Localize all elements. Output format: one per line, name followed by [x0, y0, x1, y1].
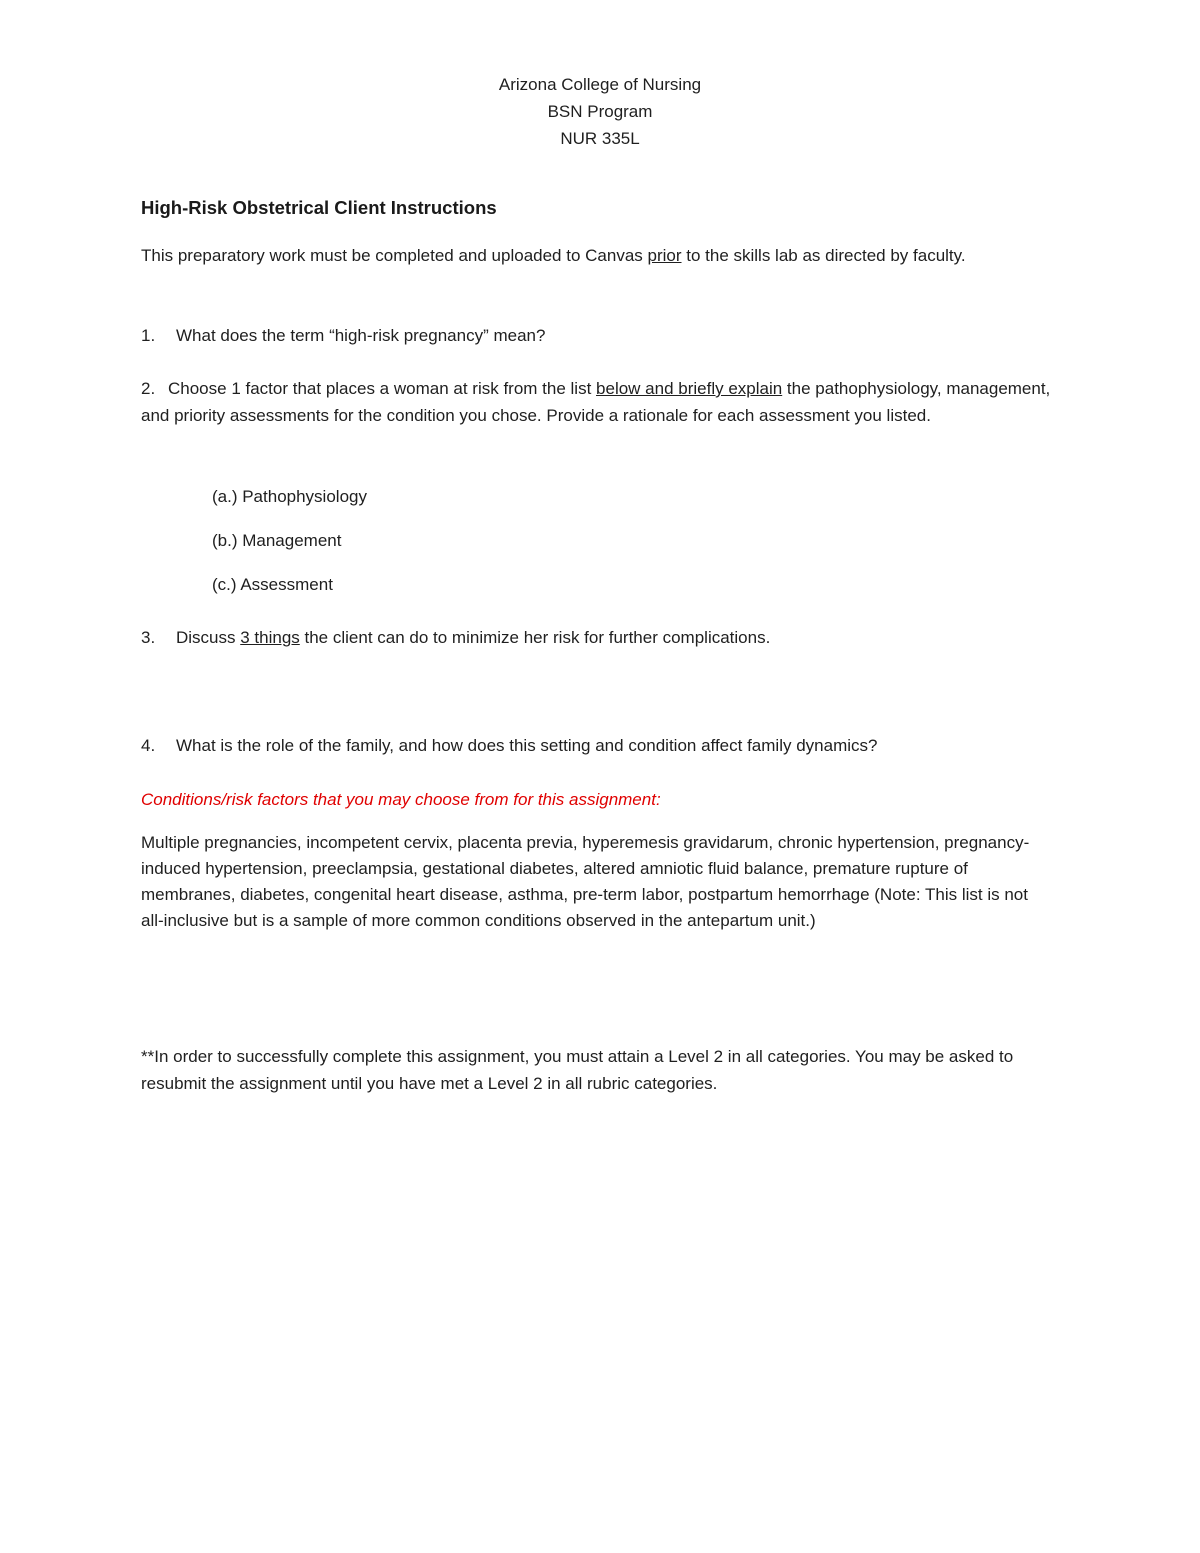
question-text: What does the term “high-risk pregnancy” mean?	[176, 326, 546, 345]
completion-note: **In order to successfully complete this assignment, you must attain a Level 2 in all categories. You may be asked to resubmit the assignment until you have met a Level 2 in all rubric categories.	[141, 1047, 1014, 1093]
question-text-underlined: 3 things	[240, 628, 300, 647]
document-title: High-Risk Obstetrical Client Instructions	[141, 197, 497, 218]
intro-text-before: This preparatory work must be completed and uploaded to Canvas	[141, 246, 648, 265]
sub-item-assessment: (c.) Assessment	[212, 575, 333, 594]
intro-text-underlined: prior	[647, 246, 682, 265]
sub-item-management: (b.) Management	[212, 531, 342, 550]
question-text-after: the client can do to minimize her risk for further complications.	[299, 628, 771, 647]
question-number: 2.	[141, 379, 156, 398]
question-text: What is the role of the family, and how does this setting and condition affect family dynamics?	[176, 736, 878, 755]
question-2	[141, 375, 1071, 429]
intro-text-after: to the skills lab as directed by faculty.	[681, 246, 966, 265]
program-name: BSN Program	[547, 102, 653, 121]
question-number: 4.	[141, 736, 156, 755]
institution-name: Arizona College of Nursing	[498, 75, 702, 94]
question-3	[141, 624, 1071, 651]
conditions-list: Multiple pregnancies, incompetent cervix, placenta previa, hyperemesis gravidarum, chronic hypertension, pregnancy-induced hypertension, preeclampsia, gestational diabetes, altered amniotic fluid balance, premature rupture of membranes, diabetes, congenital heart disease, asthma, pre-term labor, postpartum hemorrhage (Note: This list is not all-inclusive but is a sample of more common conditions observed in the antepartum unit.)	[141, 833, 1030, 930]
intro-paragraph	[141, 242, 1071, 269]
sub-item-pathophysiology: (a.) Pathophysiology	[212, 487, 367, 506]
question-number: 3.	[141, 628, 156, 647]
question-text-after: the pathophysiology, management, and priority assessments for the condition you chose. Provide a rationale for each assessment you listed.	[141, 379, 1051, 425]
question-text-underlined: below and briefly explain	[596, 379, 783, 398]
question-4	[141, 732, 1071, 759]
question-number: 1.	[141, 326, 156, 345]
conditions-heading: Conditions/risk factors that you may choose from for this assignment:	[141, 790, 661, 809]
question-text-before: Choose 1 factor that places a woman at risk from the list	[168, 379, 597, 398]
question-text-before: Discuss	[176, 628, 241, 647]
question-1	[141, 322, 1071, 349]
course-code: NUR 335L	[560, 129, 640, 148]
